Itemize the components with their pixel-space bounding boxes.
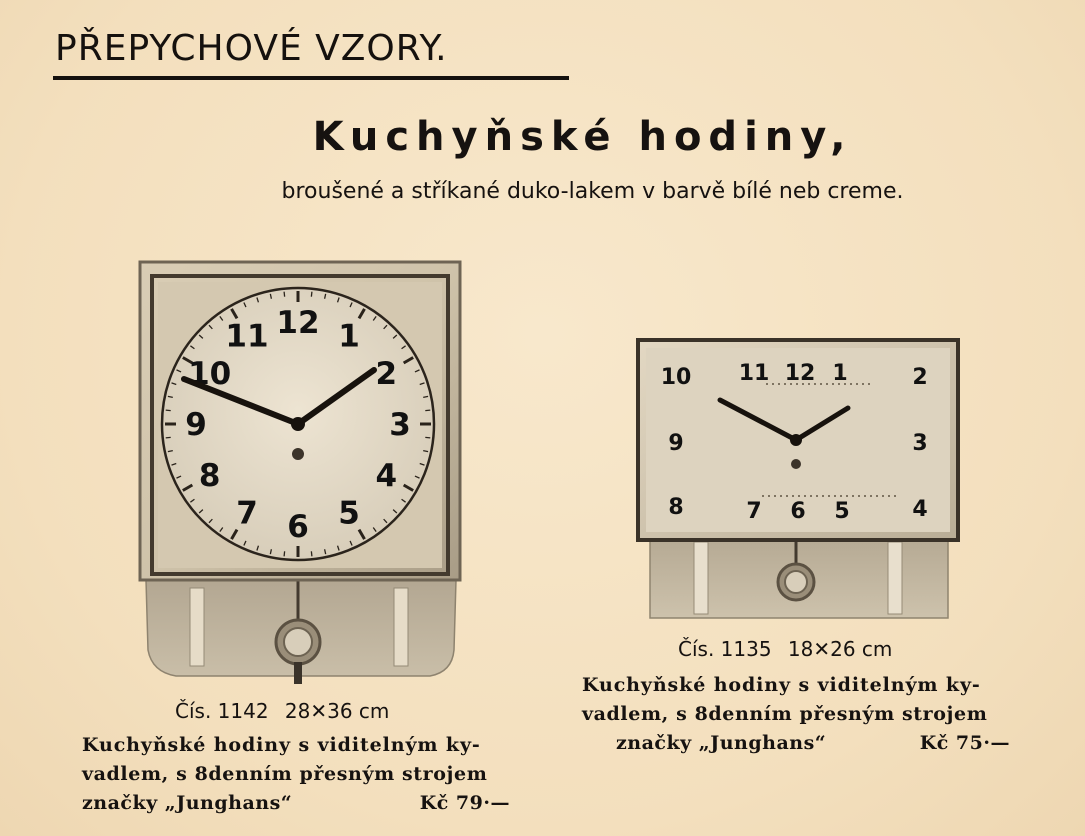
dial-numeral: 7 (746, 499, 762, 524)
minute-tick (311, 292, 312, 297)
clock-1135-image (636, 338, 960, 626)
minute-tick (284, 551, 285, 556)
product-price: Kč 75·— (919, 732, 1010, 754)
dial-numeral: 5 (834, 499, 850, 524)
dial-numeral: 7 (236, 495, 258, 532)
dial-numeral: 8 (198, 458, 221, 494)
dial-numeral: 5 (338, 495, 360, 532)
dial-numeral: 9 (668, 431, 684, 456)
dial-numeral: 4 (912, 497, 928, 522)
dial-numeral: 1 (338, 318, 360, 355)
dial-numeral: 10 (660, 365, 692, 390)
dial-numeral: 6 (287, 509, 309, 545)
dial-numeral: 11 (225, 318, 269, 355)
product-size: 28✕36 cm (284, 699, 390, 723)
dial-numeral: 1 (832, 361, 848, 386)
page-subtitle: broušené a stříkané duko-lakem v barvě bílé neb creme. (281, 179, 904, 204)
dial-numeral: 4 (375, 458, 398, 494)
product-number: Čís. 1142 (175, 699, 269, 723)
minute-tick (284, 292, 285, 297)
product-description-1135 (582, 671, 1010, 758)
description-line: Kuchyňské hodiny s viditelným ky- (582, 674, 981, 696)
product-size: 18✕26 cm (787, 637, 893, 661)
dial-numeral: 10 (188, 356, 232, 392)
dial-numeral: 12 (276, 305, 320, 341)
description-line: vadlem, s 8denním přesným strojem (82, 763, 488, 785)
product-description-1142 (82, 731, 510, 818)
section-title: PŘEPYCHOVÉ VZORY. (55, 28, 448, 69)
dial-numeral: 3 (912, 431, 928, 456)
clock-1142-image (138, 258, 464, 684)
product-number: Čís. 1135 (678, 637, 772, 661)
minute-tick (425, 410, 430, 411)
dial-numeral: 8 (668, 495, 684, 520)
page-title: Kuchyňské hodiny, (312, 114, 853, 160)
dial-numeral: 3 (389, 407, 411, 443)
dial-numeral: 2 (912, 365, 928, 390)
description-line: vadlem, s 8denním přesným strojem (582, 703, 988, 725)
minute-tick (311, 551, 312, 556)
description-line: značky „Junghans“ (82, 792, 293, 814)
dial-numeral: 9 (185, 407, 207, 443)
minute-tick (425, 437, 430, 438)
product-code-1135 (678, 637, 892, 661)
dial-numeral: 6 (790, 499, 806, 524)
minute-tick (166, 410, 171, 411)
product-code-1142 (175, 699, 389, 723)
section-title-underline (53, 76, 569, 80)
description-line: značky „Junghans“ (616, 732, 827, 754)
description-line: Kuchyňské hodiny s viditelným ky- (82, 734, 481, 756)
dial-numeral: 11 (738, 361, 770, 386)
dial-numeral: 2 (375, 356, 398, 392)
product-price: Kč 79·— (419, 792, 510, 814)
dial-numeral: 12 (784, 361, 816, 386)
minute-tick (166, 437, 171, 438)
